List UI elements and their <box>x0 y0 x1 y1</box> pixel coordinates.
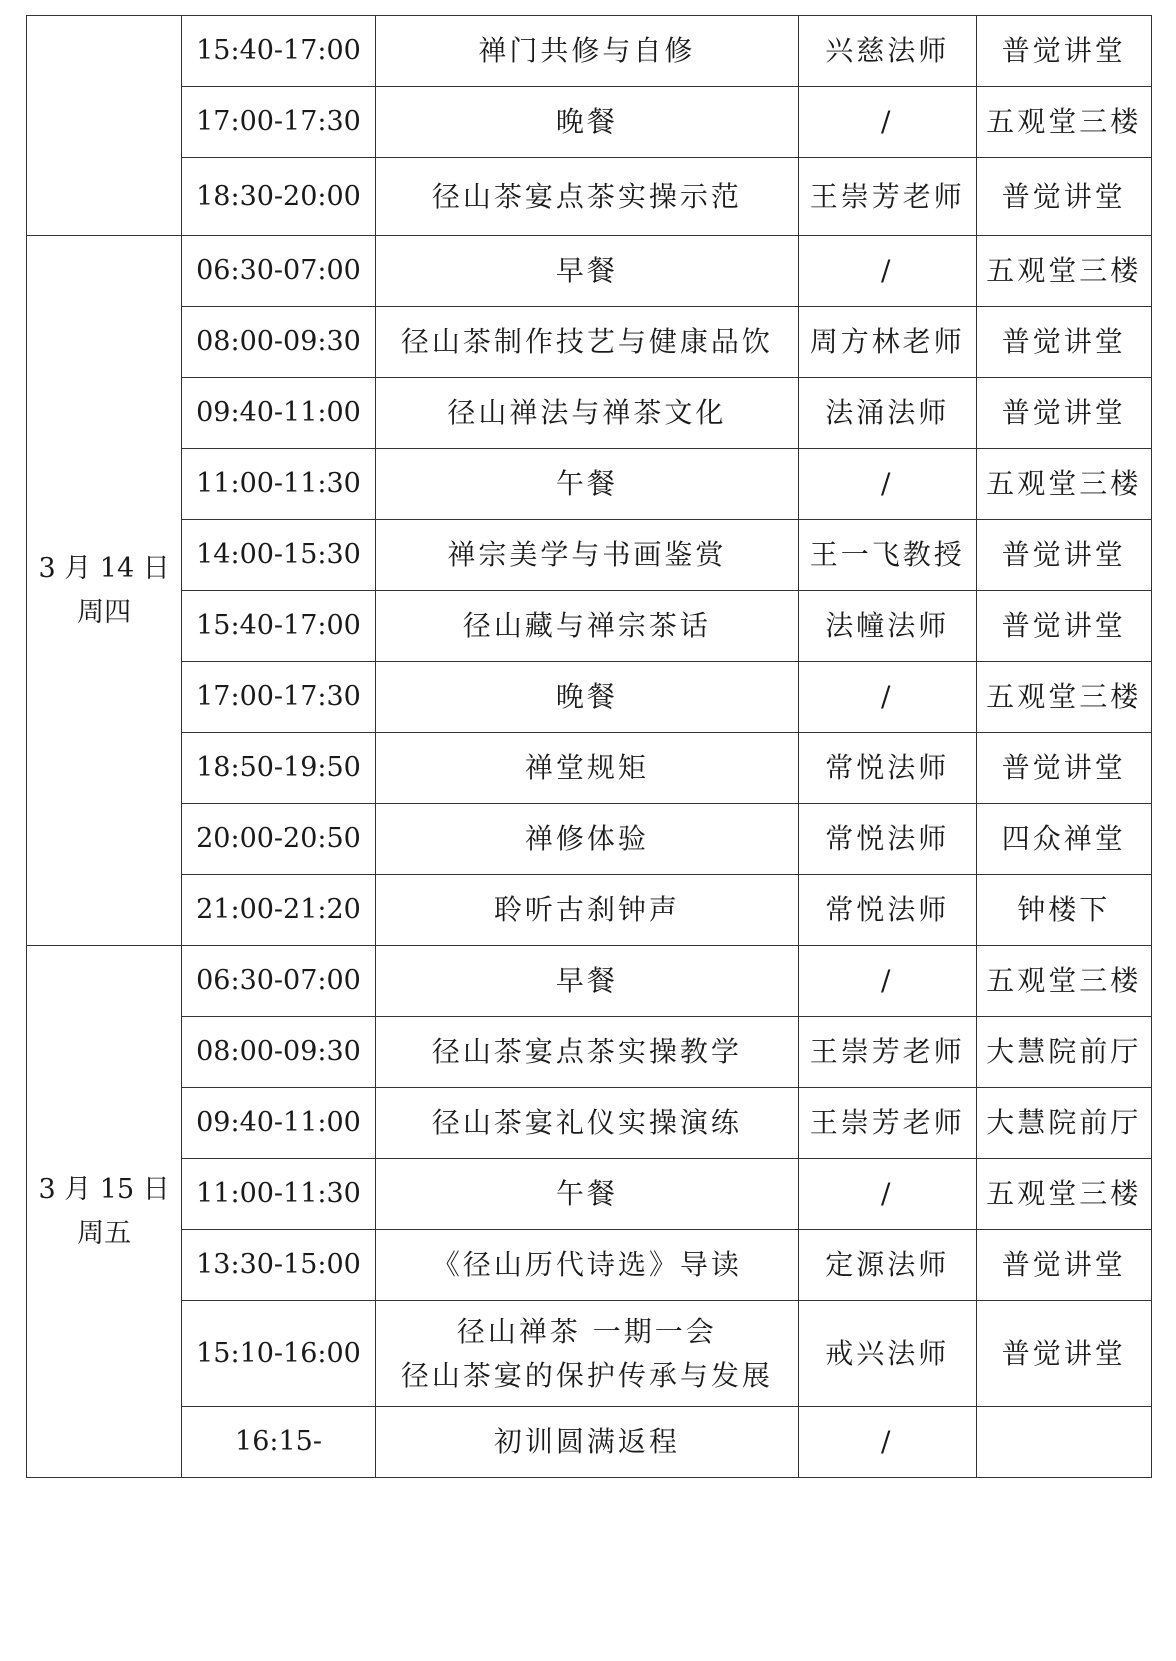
venue-cell: 五观堂三楼 <box>976 449 1151 520</box>
table-row <box>27 449 1152 520</box>
time-cell: 11:00-11:30 <box>182 449 376 520</box>
speaker-cell: 定源法师 <box>798 1230 976 1301</box>
topic-cell: 禅宗美学与书画鉴赏 <box>375 520 798 591</box>
table-row <box>27 804 1152 875</box>
table-row <box>27 1088 1152 1159</box>
day-cell <box>27 946 182 1478</box>
topic-line-1: 径山禅茶 一期一会 <box>456 1314 717 1348</box>
time-cell: 08:00-09:30 <box>182 307 376 378</box>
table-row <box>27 16 1152 87</box>
venue-cell: 五观堂三楼 <box>976 87 1151 158</box>
time-cell: 06:30-07:00 <box>182 946 376 1017</box>
topic-cell: 初训圆满返程 <box>375 1407 798 1478</box>
speaker-cell: / <box>798 662 976 733</box>
table-row <box>27 520 1152 591</box>
speaker-cell: / <box>798 946 976 1017</box>
speaker-cell: / <box>798 449 976 520</box>
speaker-cell: 法幢法师 <box>798 591 976 662</box>
venue-cell: 普觉讲堂 <box>976 378 1151 449</box>
topic-cell: 晚餐 <box>375 87 798 158</box>
speaker-cell: 周方林老师 <box>798 307 976 378</box>
day-cell <box>27 16 182 236</box>
venue-cell: 大慧院前厅 <box>976 1088 1151 1159</box>
topic-cell: 聆听古刹钟声 <box>375 875 798 946</box>
table-row <box>27 1407 1152 1478</box>
table-row <box>27 733 1152 804</box>
topic-cell: 早餐 <box>375 236 798 307</box>
table-row <box>27 236 1152 307</box>
venue-cell: 大慧院前厅 <box>976 1017 1151 1088</box>
venue-cell: 普觉讲堂 <box>976 1301 1151 1407</box>
schedule-table <box>26 15 1152 1478</box>
time-cell: 18:50-19:50 <box>182 733 376 804</box>
table-row <box>27 946 1152 1017</box>
speaker-cell: 兴慈法师 <box>798 16 976 87</box>
table-row <box>27 1017 1152 1088</box>
topic-cell: 午餐 <box>375 1159 798 1230</box>
venue-cell: 四众禅堂 <box>976 804 1151 875</box>
time-cell: 21:00-21:20 <box>182 875 376 946</box>
venue-cell: 五观堂三楼 <box>976 946 1151 1017</box>
day-weekday: 周五 <box>77 1217 132 1249</box>
time-cell: 11:00-11:30 <box>182 1159 376 1230</box>
table-row <box>27 662 1152 733</box>
day-date: 3 月 15 日 <box>38 1173 170 1205</box>
speaker-cell: / <box>798 1407 976 1478</box>
time-cell: 17:00-17:30 <box>182 87 376 158</box>
venue-cell: 普觉讲堂 <box>976 16 1151 87</box>
speaker-cell: 王崇芳老师 <box>798 158 976 236</box>
table-row <box>27 591 1152 662</box>
speaker-cell: 王崇芳老师 <box>798 1088 976 1159</box>
speaker-cell: / <box>798 1159 976 1230</box>
time-cell: 09:40-11:00 <box>182 1088 376 1159</box>
time-cell: 14:00-15:30 <box>182 520 376 591</box>
topic-cell: 径山茶制作技艺与健康品饮 <box>375 307 798 378</box>
time-cell: 18:30-20:00 <box>182 158 376 236</box>
table-row <box>27 87 1152 158</box>
venue-cell: 普觉讲堂 <box>976 591 1151 662</box>
topic-cell: 禅修体验 <box>375 804 798 875</box>
venue-cell <box>976 1407 1151 1478</box>
venue-cell: 普觉讲堂 <box>976 158 1151 236</box>
table-row <box>27 1301 1152 1407</box>
topic-cell: 径山茶宴点茶实操示范 <box>375 158 798 236</box>
topic-cell: 《径山历代诗选》导读 <box>375 1230 798 1301</box>
day-cell <box>27 236 182 946</box>
venue-cell: 五观堂三楼 <box>976 236 1151 307</box>
table-row <box>27 158 1152 236</box>
topic-cell: 禅门共修与自修 <box>375 16 798 87</box>
speaker-cell: 法涌法师 <box>798 378 976 449</box>
speaker-cell: / <box>798 236 976 307</box>
topic-cell: 早餐 <box>375 946 798 1017</box>
speaker-cell: 戒兴法师 <box>798 1301 976 1407</box>
table-row <box>27 307 1152 378</box>
topic-cell: 径山禅法与禅茶文化 <box>375 378 798 449</box>
venue-cell: 普觉讲堂 <box>976 733 1151 804</box>
venue-cell: 普觉讲堂 <box>976 520 1151 591</box>
time-cell: 17:00-17:30 <box>182 662 376 733</box>
time-cell: 15:40-17:00 <box>182 591 376 662</box>
time-cell: 15:10-16:00 <box>182 1301 376 1407</box>
topic-cell: 禅堂规矩 <box>375 733 798 804</box>
venue-cell: 五观堂三楼 <box>976 662 1151 733</box>
topic-cell: 径山藏与禅宗茶话 <box>375 591 798 662</box>
venue-cell: 普觉讲堂 <box>976 307 1151 378</box>
topic-cell <box>375 1301 798 1407</box>
time-cell: 13:30-15:00 <box>182 1230 376 1301</box>
venue-cell: 钟楼下 <box>976 875 1151 946</box>
table-row <box>27 875 1152 946</box>
day-date: 3 月 14 日 <box>38 552 170 584</box>
speaker-cell: 常悦法师 <box>798 733 976 804</box>
time-cell: 08:00-09:30 <box>182 1017 376 1088</box>
speaker-cell: 常悦法师 <box>798 875 976 946</box>
table-row <box>27 1159 1152 1230</box>
table-row <box>27 378 1152 449</box>
time-cell: 20:00-20:50 <box>182 804 376 875</box>
speaker-cell: 王一飞教授 <box>798 520 976 591</box>
time-cell: 15:40-17:00 <box>182 16 376 87</box>
time-cell: 16:15- <box>182 1407 376 1478</box>
schedule-body <box>27 16 1152 1478</box>
time-cell: 09:40-11:00 <box>182 378 376 449</box>
topic-cell: 午餐 <box>375 449 798 520</box>
speaker-cell: / <box>798 87 976 158</box>
venue-cell: 五观堂三楼 <box>976 1159 1151 1230</box>
time-cell: 06:30-07:00 <box>182 236 376 307</box>
venue-cell: 普觉讲堂 <box>976 1230 1151 1301</box>
topic-cell: 径山茶宴礼仪实操演练 <box>375 1088 798 1159</box>
topic-cell: 径山茶宴点茶实操教学 <box>375 1017 798 1088</box>
speaker-cell: 常悦法师 <box>798 804 976 875</box>
topic-line-2: 径山茶宴的保护传承与发展 <box>400 1358 773 1392</box>
topic-cell: 晚餐 <box>375 662 798 733</box>
day-weekday: 周四 <box>77 596 132 628</box>
speaker-cell: 王崇芳老师 <box>798 1017 976 1088</box>
table-row <box>27 1230 1152 1301</box>
